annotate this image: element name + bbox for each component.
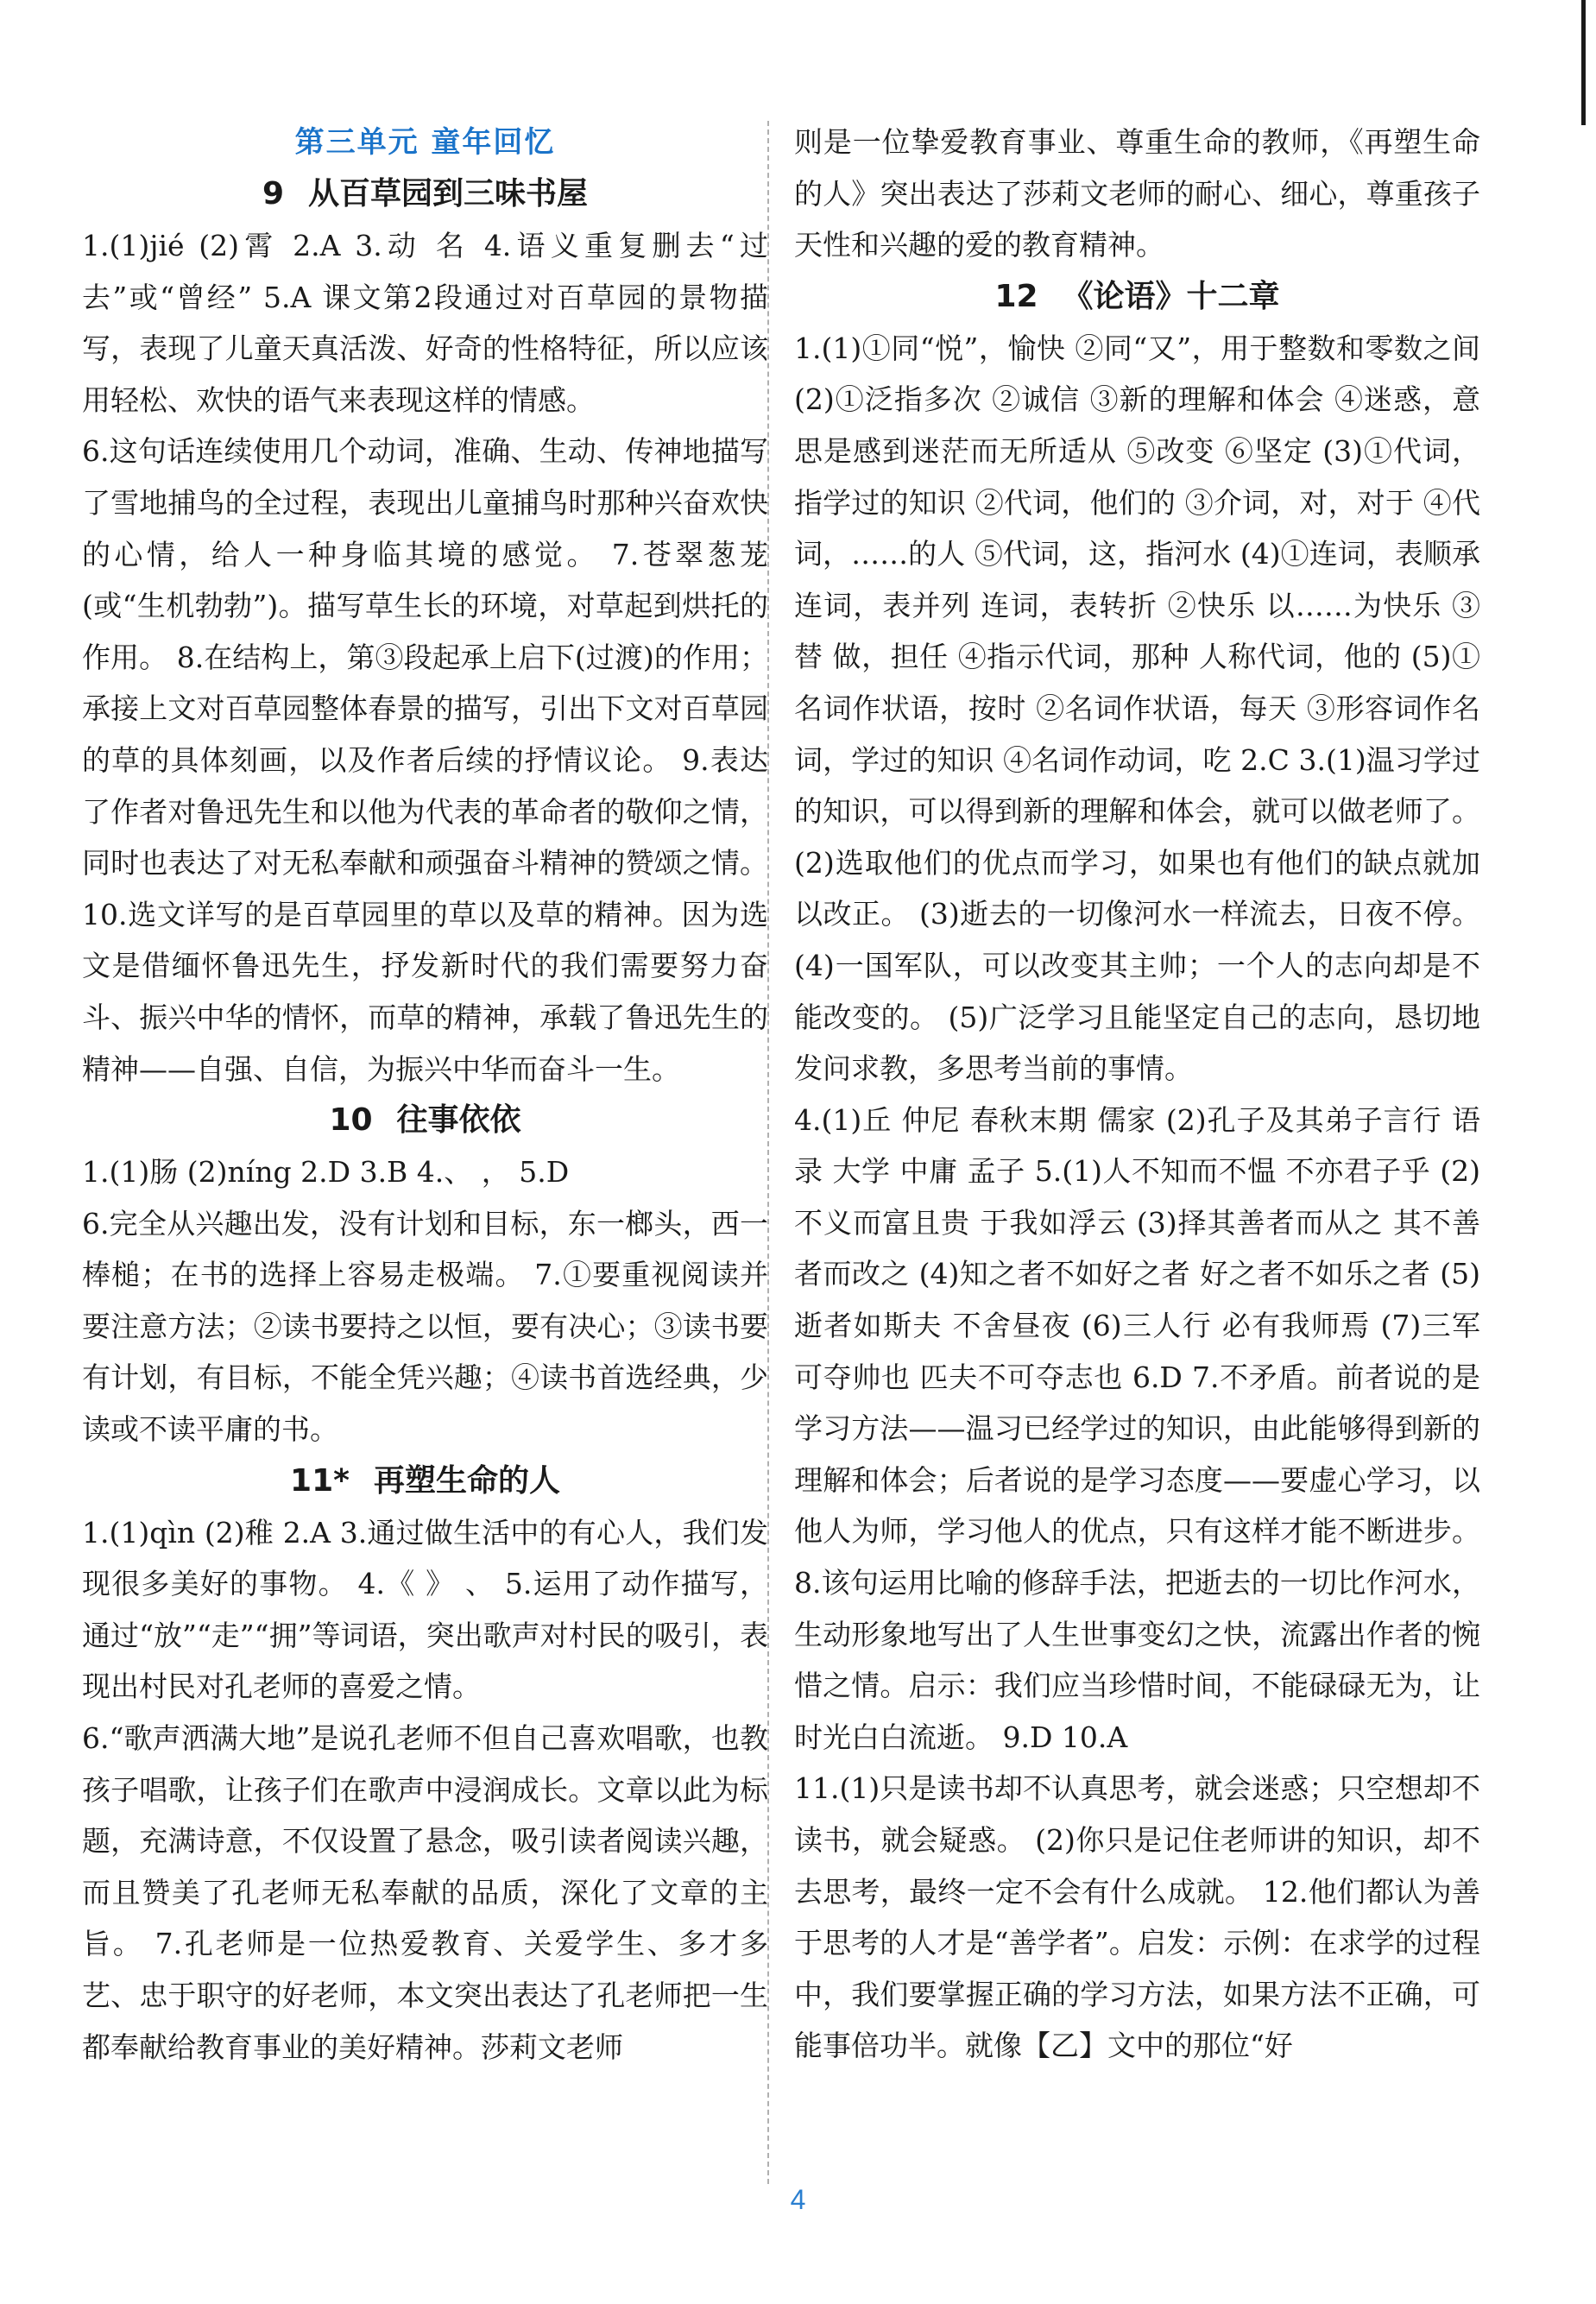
lesson-12-answers-1: 1.(1)①同“悦”，愉快 ②同“又”，用于整数和零数之间 (2)①泛指多次 ②诚信 ③新的理解和体会 ④迷惑，意思是感到迷茫而无所适从 ⑤改变 ⑥坚定 (3)①代词，指学过的知识 ②代词，他们的 ③介词，对，对于 ④代词，……的人 ⑤代词，这，指河水 (4)①连词，表顺承 连词，表并列 连词，表转折 ②快乐 以……为快乐 ③替 做，担任 ④指示代词，那种 人称代词，他的 (5)①名词作状语，按时 ②名词作状语，每天 ③形容词作名词，学过的知识 ④名词作动词，吃 2.C 3.(1)温习学过的知识，可以得到新的理解和体会，就可以做老师了。(2)选取他们的优点而学习，如果也有他们的缺点就加以改正。 (3)逝去的一切像河水一样流去，日夜不停。 (4)一国军队，可以改变其主帅；一个人的志向却是不能改变的。 (5)广泛学习且能坚定自己的志向，恳切地发问求教，多思考当前的事情。 <box>794 331 1480 1086</box>
lesson-12-title: 《论语》十二章 <box>1062 278 1280 314</box>
lesson-12-answers-2: 4.(1)丘 仲尼 春秋末期 儒家 (2)孔子及其弟子言行 语录 大学 中庸 孟子 5.(1)人不知而不愠 不亦君子乎 (2)不义而富且贵 于我如浮云 (3)择其善者而从之 其不善者而改之 (4)知之者不如好之者 好之者不如乐之者 (5)逝者如斯夫 不舍昼夜 (6)三人行 必有我师焉 (7)三军可夺帅也 匹夫不可夺志也 6.D 7.不矛盾。前者说的是学习方法——温习已经学过的知识，由此能够得到新的理解和体会；后者说的是学习态度——要虚心学习，以他人为师，学习他人的优点，只有这样才能不断进步。 8.该句运用比喻的修辞手法，把逝去的一切比作河水，生动形象地写出了人生世事变幻之快，流露出作者的惋惜之情。启示：我们应当珍惜时间，不能碌碌无为，让时光白白流逝。 9.D 10.A <box>794 1102 1480 1754</box>
lesson-11-answers-2: 6.“歌声洒满大地”是说孔老师不但自己喜欢唱歌，也教孩子唱歌，让孩子们在歌声中浸润成长。文章以此为标题，充满诗意，不仅设置了悬念，吸引读者阅读兴趣，而且赞美了孔老师无私奉献的品质，深化了文章的主旨。 7.孔老师是一位热爱教育、关爱学生、多才多艺、忠于职守的好老师，本文突出表达了孔老师把一生都奉献给教育事业的美好精神。莎莉文老师 <box>82 1721 768 2064</box>
lesson-9-heading <box>82 168 768 220</box>
lesson-10-answers-2: 6.完全从兴趣出发，没有计划和目标，东一榔头，西一棒槌；在书的选择上容易走极端。 7.①要重视阅读并要注意方法；②读书要持之以恒，要有决心；③读书要有计划，有目标，不能全凭兴趣；④读书首选经典，少读或不读平庸的书。 <box>82 1206 768 1447</box>
page-number: 4 <box>790 2184 806 2215</box>
left-column <box>82 117 768 2073</box>
lesson-11-heading <box>82 1455 768 1507</box>
lesson-11-title: 再塑生命的人 <box>373 1462 560 1499</box>
lesson-9-number: 9 <box>262 176 285 211</box>
lesson-9-answers-2: 6.这句话连续使用几个动词，准确、生动、传神地描写了雪地捕鸟的全过程，表现出儿童捕鸟时那种兴奋欢快的心情，给人一种身临其境的感觉。 7.苍翠葱茏(或“生机勃勃”)。描写草生长的环境，对草起到烘托的作用。 8.在结构上，第③段起承上启下(过渡)的作用；承接上文对百草园整体春景的描写，引出下文对百草园的草的具体刻画，以及作者后续的抒情议论。 9.表达了作者对鲁迅先生和以他为代表的革命者的敬仰之情，同时也表达了对无私奉献和顽强奋斗精神的赞颂之情。 10.选文详写的是百草园里的草以及草的精神。因为选文是借缅怀鲁迅先生，抒发新时代的我们需要努力奋斗、振兴中华的情怀，而草的精神，承载了鲁迅先生的精神——自强、自信，为振兴中华而奋斗一生。 <box>82 434 768 1086</box>
lesson-10-number: 10 <box>329 1102 373 1139</box>
page-edge-line <box>1581 0 1586 125</box>
lesson-11-continued: 则是一位挚爱教育事业、尊重生命的教师，《再塑生命的人》突出表达了莎莉文老师的耐心、细心，尊重孩子天性和兴趣的爱的教育精神。 <box>794 125 1480 262</box>
lesson-11-number: 11* <box>290 1462 350 1499</box>
lesson-12-heading <box>794 271 1480 323</box>
lesson-10-title: 往事依依 <box>396 1102 521 1139</box>
lesson-10-heading <box>82 1095 768 1146</box>
lesson-9-answers-1: 1.(1)jié (2)霄 2.A 3.动 名 4.语义重复删去“过去”或“曾经” 5.A 课文第2段通过对百草园的景物描写，表现了儿童天真活泼、好奇的性格特征，所以应该用轻松、欢快的语气来表现这样的情感。 <box>82 229 768 417</box>
lesson-10-answers-1: 1.(1)肠 (2)níng 2.D 3.B 4.、 ， 5.D <box>82 1155 570 1190</box>
right-column <box>794 117 1480 2072</box>
lesson-9-title: 从百草园到三味书屋 <box>308 176 589 211</box>
unit-title: 第三单元 童年回忆 <box>294 125 556 160</box>
lesson-12-number: 12 <box>994 278 1038 314</box>
lesson-11-answers-1: 1.(1)qìn (2)稚 2.A 3.通过做生活中的有心人，我们发现很多美好的事物。 4.《 》 、 5.运用了动作描写，通过“放”“走”“拥”等词语，突出歌声对村民的吸引，表现出村民对孔老师的喜爱之情。 <box>82 1515 768 1704</box>
lesson-12-answers-3: 11.(1)只是读书却不认真思考，就会迷惑；只空想却不读书，就会疑惑。 (2)你只是记住老师讲的知识，却不去思考，最终一定不会有什么成就。 12.他们都认为善于思考的人才是“善学者”。启发：示例：在求学的过程中，我们要掌握正确的学习方法，如果方法不正确，可能事倍功半。就像【乙】文中的那位“好 <box>794 1771 1480 2063</box>
